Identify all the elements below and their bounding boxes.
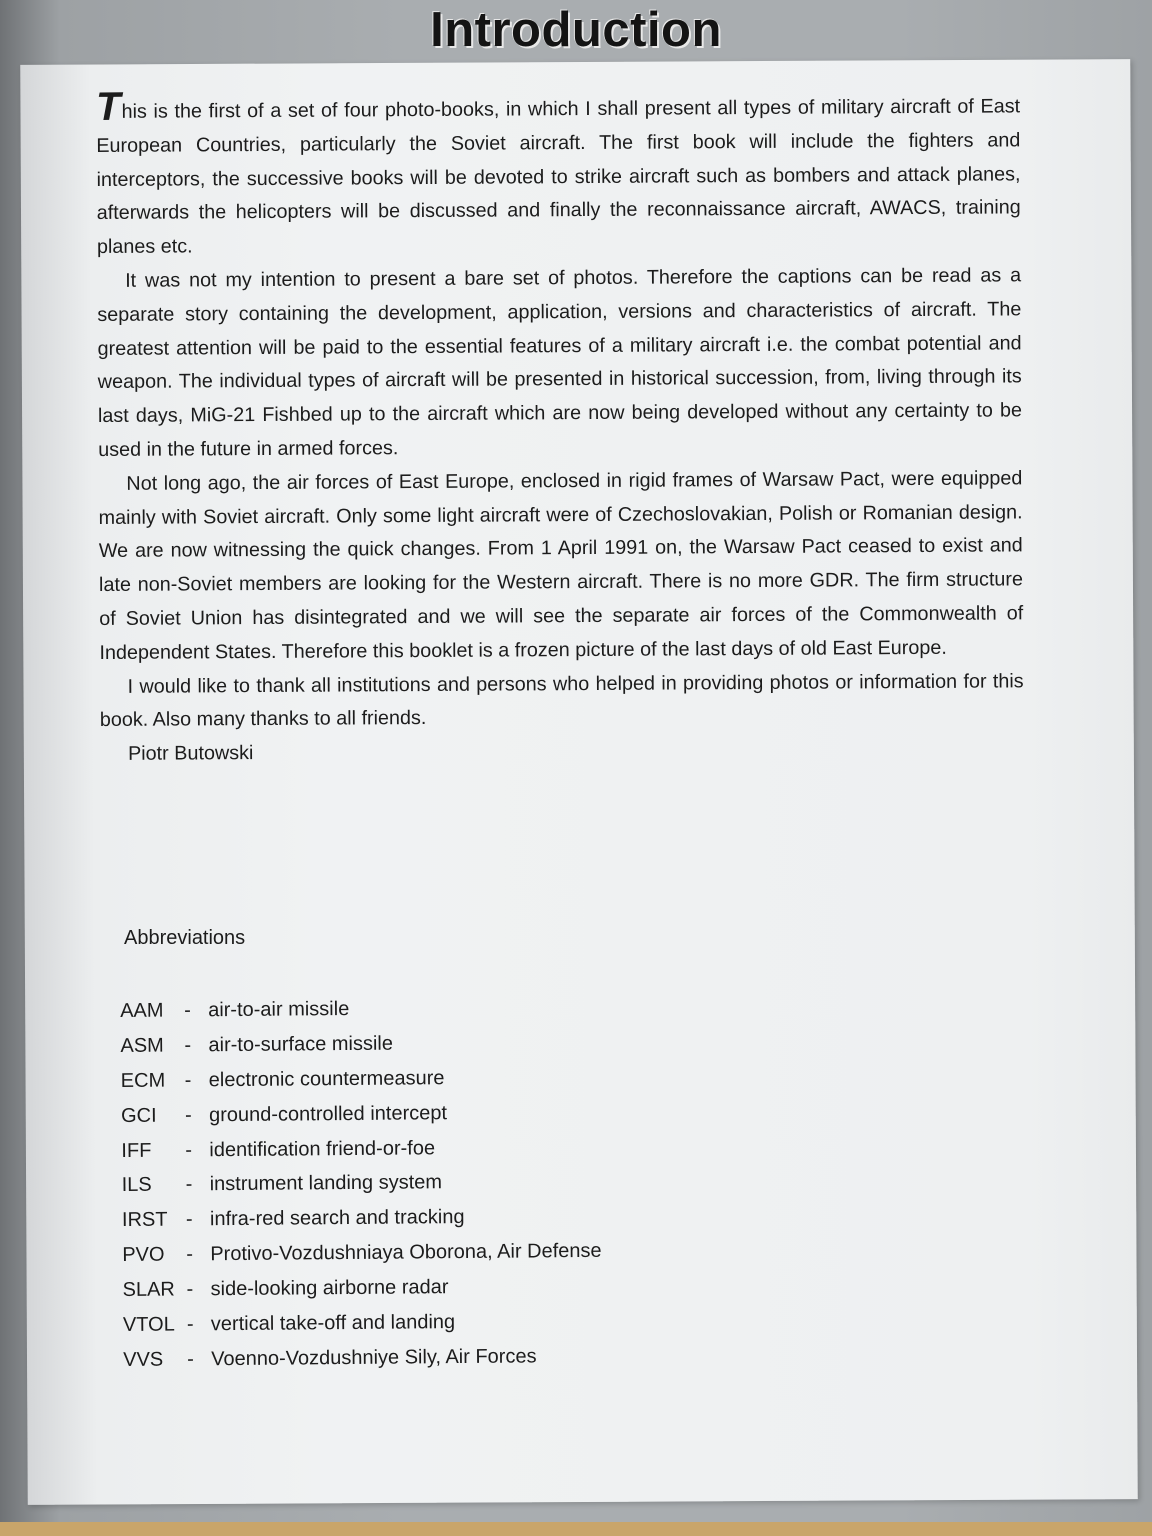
page-title: Introduction <box>430 3 722 57</box>
abbreviation-separator: - <box>186 1278 194 1301</box>
abbreviation-code: SLAR <box>122 1278 175 1302</box>
abbreviation-meaning: identification friend-or-foe <box>209 1136 436 1161</box>
abbreviation-meaning: air-to-air missile <box>208 997 350 1022</box>
intro-paragraph-4: I would like to thank all institutions and persons who helped in providing photos or information for this book. Also many thanks to all friends. <box>99 669 1024 732</box>
abbreviation-code: ASM <box>120 1034 164 1057</box>
abbreviation-code: ECM <box>120 1069 166 1092</box>
intro-paragraph-3: Not long ago, the air forces of East Europe, enclosed in rigid frames of Warsaw Pact, were equipped mainly with Soviet aircraft. Only some light aircraft were of Czechoslovakian, Polish or Romanian design. We are now witnessing the quick changes. From 1 April 1991 on, the Warsaw Pact ceased to exist and late non-Soviet members are looking for the Western aircraft. There is no more GDR. The firm structure of Soviet Union has disintegrated and we will see the separate air forces of the Commonwealth of Independent States. Therefore this booklet is a frozen picture of the last days of old East Europe. <box>98 467 1024 664</box>
abbreviation-row <box>123 1337 823 1378</box>
drop-cap: T <box>95 84 121 129</box>
abbreviation-code: VVS <box>123 1348 164 1371</box>
abbreviation-code: PVO <box>122 1243 165 1267</box>
abbreviation-meaning: electronic countermeasure <box>208 1066 445 1091</box>
abbreviation-meaning: side-looking airborne radar <box>210 1276 449 1301</box>
abbreviations-heading: Abbreviations <box>124 927 246 949</box>
abbreviation-separator: - <box>184 1103 192 1127</box>
abbreviation-separator: - <box>185 1173 193 1196</box>
abbreviation-meaning: ground-controlled intercept <box>208 1101 448 1126</box>
abbreviation-meaning: Voenno-Vozdushniye Sily, Air Forces <box>211 1345 537 1371</box>
abbreviation-code: GCI <box>120 1104 157 1127</box>
abbreviation-meaning: vertical take-off and landing <box>210 1311 456 1336</box>
abbreviation-meaning: infra-red search and tracking <box>209 1206 465 1231</box>
abbreviation-meaning: instrument landing system <box>209 1171 443 1196</box>
abbreviation-separator: - <box>184 1069 192 1092</box>
introduction-text <box>96 86 1024 772</box>
bottom-edge <box>0 1522 1152 1536</box>
abbreviation-code: IFF <box>121 1139 152 1162</box>
abbreviation-separator: - <box>184 1034 192 1057</box>
intro-paragraph-1 <box>96 86 1021 265</box>
abbreviation-separator: - <box>186 1313 194 1336</box>
abbreviation-code: VTOL <box>122 1313 175 1336</box>
author-signature: Piotr Butowski <box>127 742 254 765</box>
abbreviation-separator: - <box>186 1243 194 1266</box>
abbreviation-separator: - <box>187 1348 194 1371</box>
abbreviation-separator: - <box>185 1208 193 1231</box>
abbreviation-code: IRST <box>121 1208 168 1232</box>
abbreviations-list <box>120 988 823 1378</box>
abbreviation-code: ILS <box>121 1174 152 1197</box>
abbreviation-separator: - <box>185 1138 193 1161</box>
intro-paragraph-1-text: his is the first of a set of four photo-books, in which I shall present all types of military aircraft of East European Countries, particularly the Soviet aircraft. The first book will include the fighters and interceptors, the successive books will be devoted to strike aircraft such as bombers and attack planes, afterwards the helicopters will be discussed and finally the reconnaissance aircraft, AWACS, training planes etc. <box>96 95 1021 259</box>
abbreviation-separator: - <box>184 999 191 1022</box>
abbreviation-meaning: Protivo-Vozdushniaya Oborona, Air Defense <box>210 1239 602 1266</box>
abbreviation-code: AAM <box>120 999 164 1022</box>
intro-paragraph-2: It was not my intention to present a bare set of photos. Therefore the captions can be read as a separate story containing the development, application, versions and characteristics of aircraft. The greatest attention will be paid to the essential features of a military aircraft i.e. the combat potential and weapon. The individual types of aircraft will be presented in historical succession, from, living through its last days, MiG-21 Fishbed up to the aircraft which are now being developed without any certainty to be used in the future in armed forces. <box>97 264 1023 461</box>
abbreviation-meaning: air-to-surface missile <box>208 1032 394 1057</box>
